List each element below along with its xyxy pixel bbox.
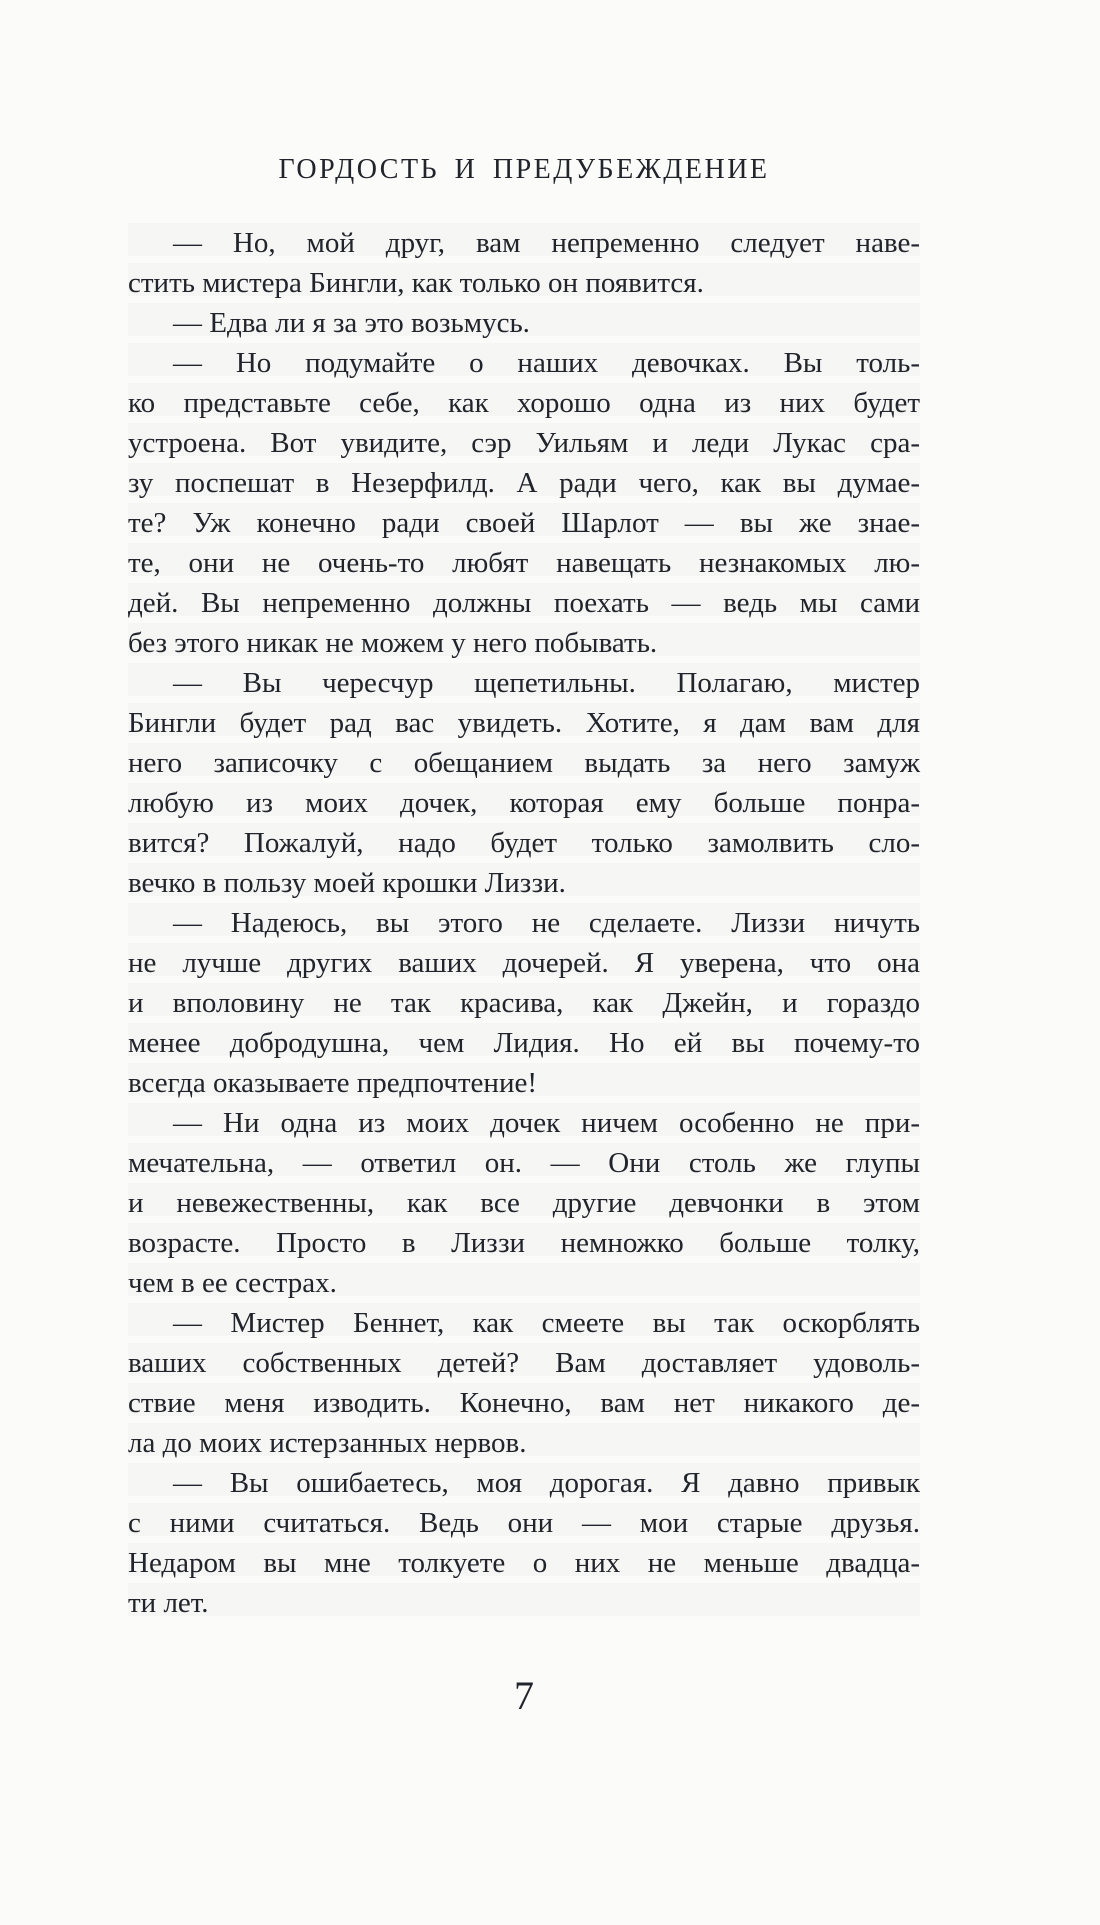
text-line: ствие меня изводить. Конечно, вам нет никакого де- bbox=[128, 1387, 920, 1419]
text-line: любую из моих дочек, которая ему больше понра- bbox=[128, 787, 920, 819]
paragraph bbox=[128, 1463, 920, 1623]
text-line: — Вы чересчур щепетильны. Полагаю, мистер bbox=[173, 667, 920, 699]
text-line: вечко в пользу моей крошки Лиззи. bbox=[128, 867, 566, 899]
text-line: чем в ее сестрах. bbox=[128, 1267, 337, 1299]
paragraph bbox=[128, 1103, 920, 1303]
text-line: ла до моих истерзанных нервов. bbox=[128, 1427, 527, 1459]
text-line: — Надеюсь, вы этого не сделаете. Лиззи ничуть bbox=[173, 907, 920, 939]
text-line: — Но, мой друг, вам непременно следует наве- bbox=[173, 227, 920, 259]
paragraph bbox=[128, 1303, 920, 1463]
text-line: — Едва ли я за это возьмусь. bbox=[173, 307, 530, 339]
text-line: него записочку с обещанием выдать за него замуж bbox=[128, 747, 920, 779]
text-line: ти лет. bbox=[128, 1587, 209, 1619]
text-line: ко представьте себе, как хорошо одна из них будет bbox=[128, 387, 920, 419]
text-line: — Мистер Беннет, как смеете вы так оскорблять bbox=[173, 1307, 920, 1339]
text-line: устроена. Вот увидите, сэр Уильям и леди Лукас сра- bbox=[128, 427, 920, 459]
paragraph bbox=[128, 303, 920, 343]
paragraph bbox=[128, 663, 920, 903]
page-body bbox=[128, 223, 920, 1623]
paragraph bbox=[128, 903, 920, 1103]
text-line: менее добродушна, чем Лидия. Но ей вы почему-то bbox=[128, 1027, 920, 1059]
text-line: возрасте. Просто в Лиззи немножко больше толку, bbox=[128, 1227, 920, 1259]
text-line: без этого никак не можем у него побывать. bbox=[128, 627, 658, 659]
text-line: те? Уж конечно ради своей Шарлот — вы же знае- bbox=[128, 507, 920, 539]
page-number: 7 bbox=[514, 1673, 534, 1718]
text-line: — Ни одна из моих дочек ничем особенно не при- bbox=[173, 1107, 920, 1139]
paragraph bbox=[128, 343, 920, 663]
text-line: — Вы ошибаетесь, моя дорогая. Я давно привык bbox=[173, 1467, 920, 1499]
text-line: Бингли будет рад вас увидеть. Хотите, я дам вам для bbox=[128, 707, 920, 739]
paragraph bbox=[128, 223, 920, 303]
text-line: стить мистера Бингли, как только он появится. bbox=[128, 267, 704, 299]
text-line: и невежественны, как все другие девчонки в этом bbox=[128, 1187, 920, 1219]
text-line: — Но подумайте о наших девочках. Вы толь- bbox=[173, 347, 920, 379]
text-line: и вполовину не так красива, как Джейн, и гораздо bbox=[128, 987, 920, 1019]
text-line: вится? Пожалуй, надо будет только замолвить сло- bbox=[128, 827, 920, 859]
running-header: ГОРДОСТЬ И ПРЕДУБЕЖДЕНИЕ bbox=[278, 154, 770, 185]
text-line: не лучше других ваших дочерей. Я уверена, что она bbox=[128, 947, 920, 979]
text-line: те, они не очень-то любят навещать незнакомых лю- bbox=[128, 547, 920, 579]
text-line: всегда оказываете предпочтение! bbox=[128, 1067, 537, 1099]
text-line: Недаром вы мне толкуете о них не меньше двадца- bbox=[128, 1547, 920, 1579]
text-line: ваших собственных детей? Вам доставляет удоволь- bbox=[128, 1347, 920, 1379]
text-line: зу поспешат в Незерфилд. А ради чего, как вы думае- bbox=[128, 467, 920, 499]
text-line: мечательна, — ответил он. — Они столь же глупы bbox=[128, 1147, 920, 1179]
text-line: дей. Вы непременно должны поехать — ведь мы сами bbox=[128, 587, 920, 619]
text-line: с ними считаться. Ведь они — мои старые друзья. bbox=[128, 1507, 920, 1539]
